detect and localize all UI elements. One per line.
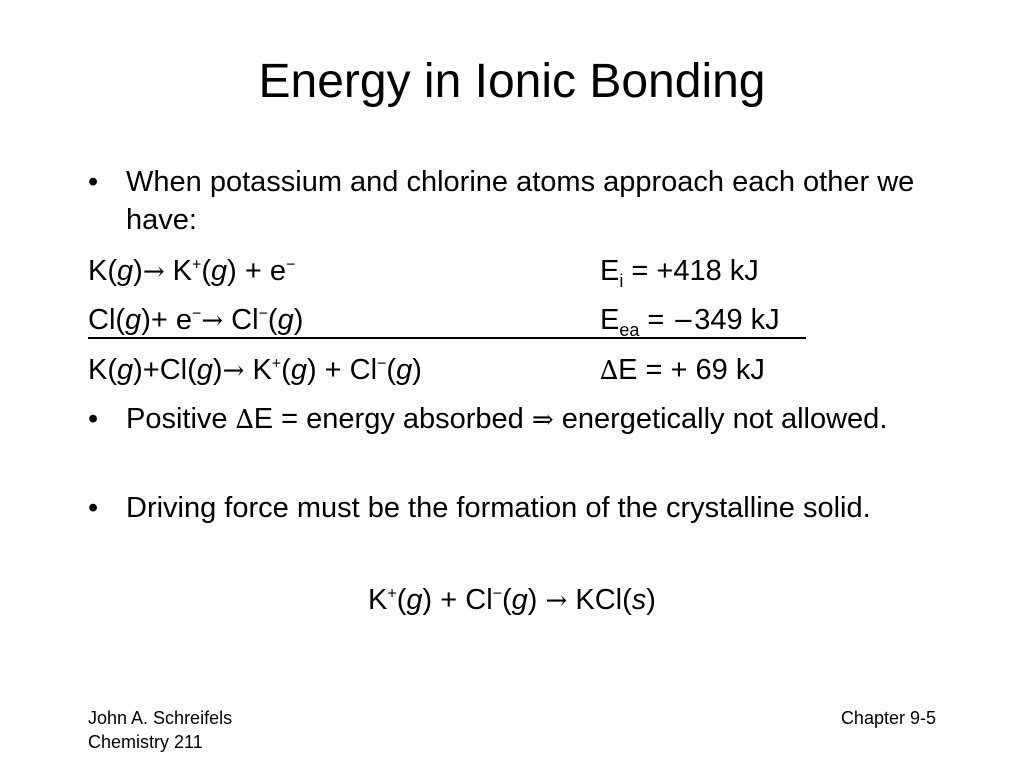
energy-1: $E_i = +418$ kJ bbox=[600, 255, 759, 291]
delta-icon: ∆ bbox=[600, 356, 619, 386]
equation-line-2 bbox=[88, 301, 806, 339]
bullet-item-1 bbox=[88, 163, 948, 239]
reaction-2: Cl(g)+ e−→ Cl−(g) bbox=[88, 304, 304, 336]
bullet-glyph: • bbox=[88, 166, 99, 198]
delta-icon: ∆ bbox=[235, 405, 254, 435]
footer-left bbox=[88, 706, 232, 754]
bullet-glyph: • bbox=[88, 403, 99, 435]
implies-icon: ⇒ bbox=[531, 405, 554, 435]
footer-author: John A. Schreifels bbox=[88, 708, 233, 728]
reaction-3: K(g)+Cl(g)→ K+(g) + Cl−(g) bbox=[88, 354, 422, 386]
slide-title: Energy in Ionic Bonding bbox=[258, 55, 766, 108]
bullet-text: When potassium and chlorine atoms approach each other we have: bbox=[126, 166, 915, 236]
final-equation: K+(g) + Cl−(g) → KCl(s) bbox=[368, 584, 656, 616]
footer-chapter: Chapter 9-5 bbox=[840, 708, 936, 728]
energy-2: $E_{ea} = -349$ kJ bbox=[600, 304, 780, 340]
reaction-1: K(g)→ K+(g) + e− bbox=[88, 255, 296, 287]
footer-course: Chemistry 211 bbox=[88, 732, 203, 752]
arrow-icon: → bbox=[545, 586, 568, 616]
bullet-text: Positive ∆E = energy absorbed ⇒ energetically not allowed. bbox=[126, 403, 888, 435]
bullet-glyph: • bbox=[88, 492, 99, 524]
arrow-icon: → bbox=[201, 306, 224, 336]
bullet-text: Driving force must be the formation of the crystalline solid. bbox=[126, 492, 871, 524]
arrow-icon: → bbox=[222, 356, 245, 386]
bullet-item-2 bbox=[88, 400, 948, 439]
energy-3: ∆E = + 69 kJ bbox=[600, 354, 765, 386]
bullet-item-3 bbox=[88, 489, 948, 527]
arrow-icon: → bbox=[142, 257, 165, 287]
